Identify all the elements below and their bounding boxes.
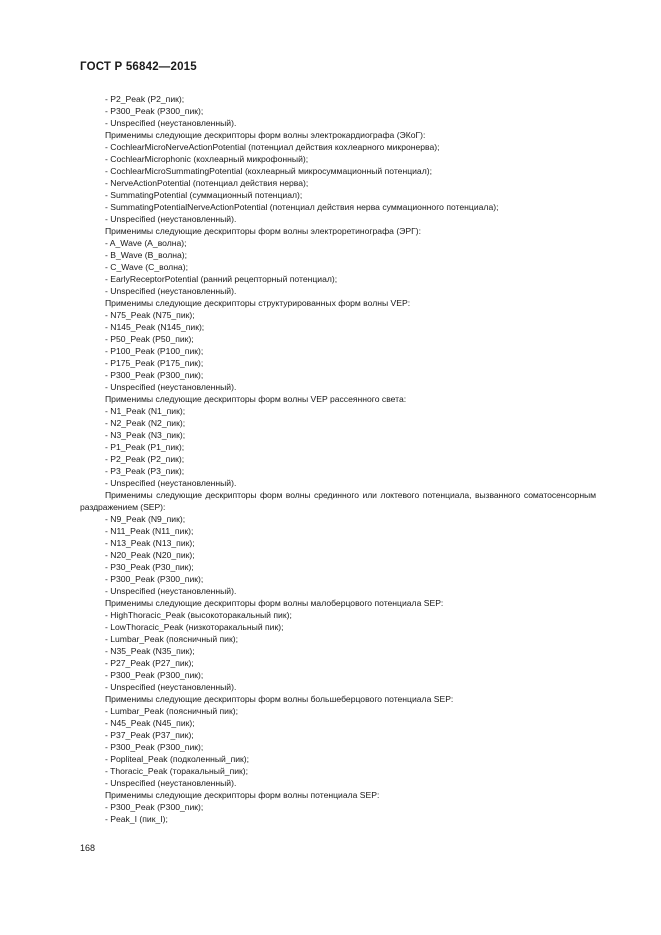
list-item: - Lumbar_Peak (поясничный пик); (105, 706, 238, 716)
paragraph-intro: Применимы следующие дескрипторы форм волны электроретинографа (ЭРГ): (105, 226, 421, 236)
list-item: - SummatingPotential (суммационный потенциал); (105, 190, 303, 200)
list-item: - Peak_I (пик_I); (105, 814, 168, 824)
list-item: - Unspecified (неустановленный). (105, 382, 237, 392)
list-item: - Unspecified (неустановленный). (105, 778, 237, 788)
list-item: - N9_Peak (N9_пик); (105, 514, 186, 524)
paragraph-intro: Применимы следующие дескрипторы структурированных форм волны VEP: (105, 298, 411, 308)
list-item: - HighThoracic_Peak (высокоторакальный пик); (105, 610, 292, 620)
list-item: - P50_Peak (P50_пик); (105, 334, 194, 344)
list-item: - C_Wave (C_волна); (105, 262, 188, 272)
list-item: - P300_Peak (P300_пик); (105, 106, 204, 116)
document-header: ГОСТ Р 56842—2015 (80, 61, 197, 73)
list-item: - P300_Peak (P300_пик); (105, 670, 204, 680)
paragraph-intro: Применимы следующие дескрипторы форм волны большеберцового потенциала SEP: (105, 694, 454, 704)
list-item: - CochlearMicrophonic (кохлеарный микрофонный); (105, 154, 309, 164)
list-item: - Lumbar_Peak (поясничный пик); (105, 634, 238, 644)
list-item: - Unspecified (неустановленный). (105, 214, 237, 224)
document-body (80, 93, 596, 825)
list-item: - Unspecified (неустановленный). (105, 586, 237, 596)
list-item: - N75_Peak (N75_пик); (105, 310, 195, 320)
list-item: - P3_Peak (P3_пик); (105, 466, 185, 476)
list-item: - CochlearMicroSummatingPotential (кохлеарный микросуммационный потенциал); (105, 166, 432, 176)
list-item: - P27_Peak (P27_пик); (105, 658, 194, 668)
list-item: - Unspecified (неустановленный). (105, 286, 237, 296)
list-item: - P37_Peak (P37_пик); (105, 730, 194, 740)
paragraph-sep-intro: Применимы следующие дескрипторы форм волны срединного или локтевого потенциала, вызванного соматосенсорным раздражением (SEP): (80, 490, 596, 512)
list-item: - N20_Peak (N20_пик); (105, 550, 195, 560)
list-item: - A_Wave (A_волна); (105, 238, 187, 248)
list-item: - B_Wave (B_волна); (105, 250, 188, 260)
list-item: - P1_Peak (P1_пик); (105, 442, 185, 452)
paragraph-intro: Применимы следующие дескрипторы форм волны потенциала SEP: (105, 790, 380, 800)
list-item: - P300_Peak (P300_пик); (105, 574, 204, 584)
list-item: - P300_Peak (P300_пик); (105, 802, 204, 812)
list-item: - P2_Peak (P2_пик); (105, 454, 185, 464)
list-item: - N45_Peak (N45_пик); (105, 718, 195, 728)
list-item: - Unspecified (неустановленный). (105, 682, 237, 692)
list-item: - P30_Peak (P30_пик); (105, 562, 194, 572)
list-item: - Unspecified (неустановленный). (105, 478, 237, 488)
list-item: - P175_Peak (P175_пик); (105, 358, 204, 368)
paragraph-intro: Применимы следующие дескрипторы форм волны VEP рассеянного света: (105, 394, 407, 404)
page-number: 168 (80, 843, 96, 853)
list-item: - N2_Peak (N2_пик); (105, 418, 186, 428)
list-item: - CochlearMicroNerveActionPotential (потенциал действия кохлеарного микронерва); (105, 142, 440, 152)
list-item: - NerveActionPotential (потенциал действия нерва); (105, 178, 309, 188)
list-item: - N145_Peak (N145_пик); (105, 322, 205, 332)
list-item: - Unspecified (неустановленный). (105, 118, 237, 128)
list-item: - Thoracic_Peak (торакальный_пик); (105, 766, 249, 776)
list-item: - LowThoracic_Peak (низкоторакальный пик); (105, 622, 284, 632)
list-item: - N13_Peak (N13_пик); (105, 538, 195, 548)
list-item: - N1_Peak (N1_пик); (105, 406, 186, 416)
list-item: - P2_Peak (P2_пик); (105, 94, 185, 104)
list-item: - N11_Peak (N11_пик); (105, 526, 194, 536)
list-item: - Popliteal_Peak (подколенный_пик); (105, 754, 250, 764)
list-item: - EarlyReceptorPotential (ранний рецепторный потенциал); (105, 274, 338, 284)
paragraph-intro: Применимы следующие дескрипторы форм волны электрокардиографа (ЭКоГ): (105, 130, 426, 140)
list-item: - P100_Peak (P100_пик); (105, 346, 204, 356)
list-item: - P300_Peak (P300_пик); (105, 370, 204, 380)
list-item: - SummatingPotentialNerveActionPotential (потенциал действия нерва суммационного потенциала); (105, 202, 499, 212)
list-item: - P300_Peak (P300_пик); (105, 742, 204, 752)
paragraph-intro: Применимы следующие дескрипторы форм волны малоберцового потенциала SEP: (105, 598, 444, 608)
list-item: - N35_Peak (N35_пик); (105, 646, 195, 656)
list-item: - N3_Peak (N3_пик); (105, 430, 186, 440)
